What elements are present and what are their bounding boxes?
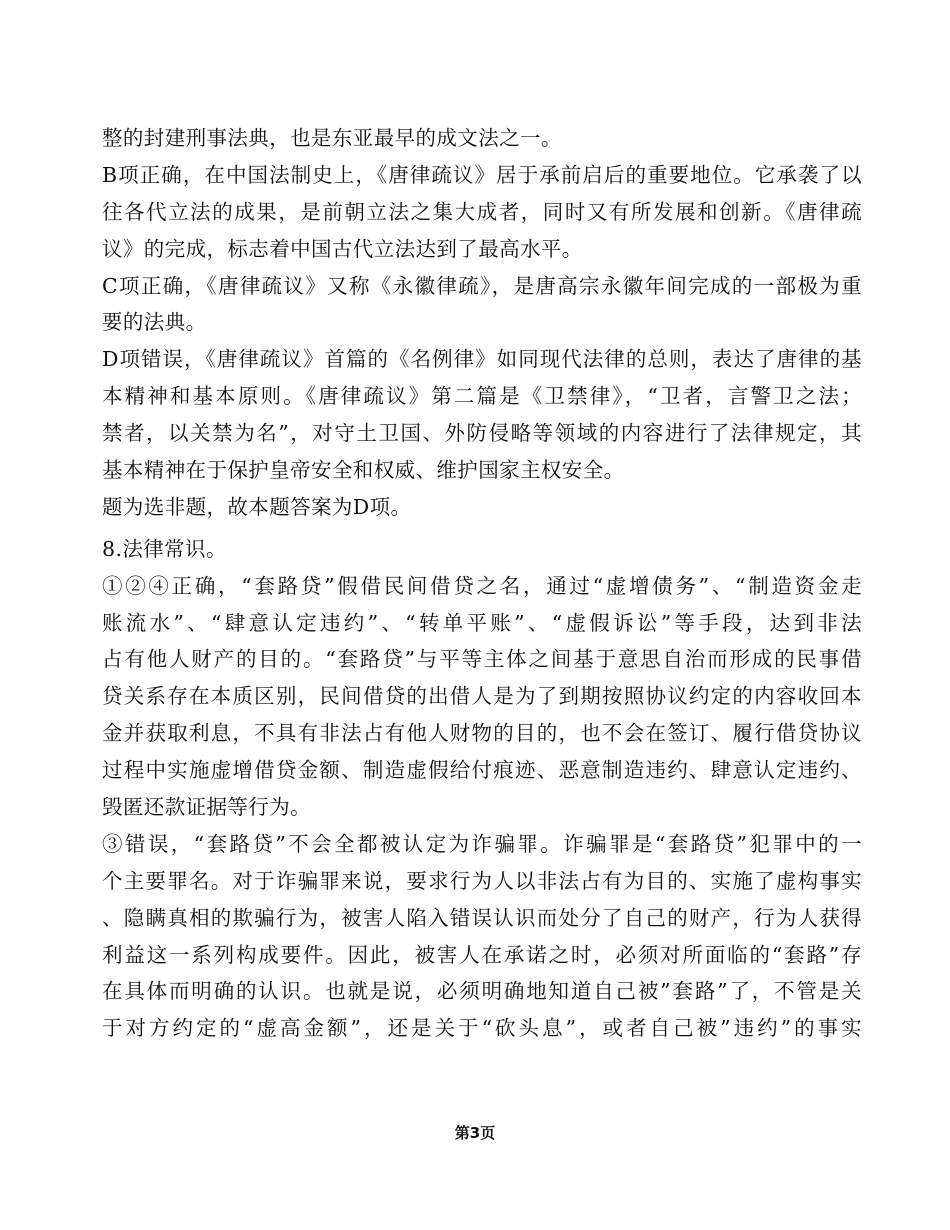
text-line: ①②④正确，“套路贷”假借民间借贷之名，通过“虚增债务”、“制造资金走 [102, 573, 862, 598]
text-line: 于对方约定的“虚高金额”，还是关于“砍头息”，或者自己被”违约”的事实 [102, 1016, 862, 1041]
text-line: 金并获取利息，不具有非法占有他人财物的目的，也不会在签订、履行借贷协议 [102, 721, 862, 746]
text-line: 过程中实施虚增借贷金额、制造虚假给付痕迹、恶意制造违约、肆意认定违约、 [102, 758, 862, 783]
text-line: C项正确，《唐律疏议》又称《永徽律疏》，是唐高宗永徽年间完成的一部极为重 [102, 273, 862, 298]
text-line: 在具体而明确的认识。也就是说，必须明确地知道自己被”套路”了，不管是关 [102, 979, 862, 1004]
text-line: 基本精神在于保护皇帝安全和权威、维护国家主权安全。 [102, 458, 625, 483]
text-line: 毁匿还款证据等行为。 [102, 795, 311, 820]
text-line: ③错误，“套路贷”不会全都被认定为诈骗罪。诈骗罪是“套路贷”犯罪中的一 [102, 831, 862, 856]
text-line: 整的封建刑事法典，也是东亚最早的成文法之一。 [102, 126, 562, 150]
text-line: 要的法典。 [102, 310, 207, 335]
text-line: 题为选非题，故本题答案为D项。 [102, 494, 412, 519]
text-line: D项错误，《唐律疏议》首篇的《名例律》如同现代法律的总则，表达了唐律的基 [102, 347, 862, 372]
text-line: 个主要罪名。对于诈骗罪来说，要求行为人以非法占有为目的、实施了虚构事实 [102, 868, 862, 893]
page-number: 第3页 [454, 1124, 496, 1142]
text-line: 账流水”、“肆意认定违约”、“转单平账”、“虚假诉讼”等手段，达到非法 [102, 610, 862, 635]
text-line: 利益这一系列构成要件。因此，被害人在承诺之时，必须对所面临的“套路”存 [102, 942, 862, 967]
text-line: 往各代立法的成果，是前朝立法之集大成者，同时又有所发展和创新。《唐律疏 [102, 199, 862, 224]
text-line: 、隐瞒真相的欺骗行为，被害人陷入错误认识而处分了自己的财产，行为人获得 [102, 905, 862, 930]
text-line: 占有他人财产的目的。“套路贷”与平等主体之间基于意思自治而形成的民事借 [102, 647, 862, 672]
text-line: 议》的完成，标志着中国古代立法达到了最高水平。 [102, 236, 583, 261]
text-line: 禁者，以关禁为名”，对守土卫国、外防侵略等领域的内容进行了法律规定，其 [102, 421, 862, 446]
text-line: 贷关系存在本质区别，民间借贷的出借人是为了到期按照协议约定的内容收回本 [102, 684, 862, 709]
text-line: B项正确，在中国法制史上，《唐律疏议》居于承前启后的重要地位。它承袭了以 [102, 162, 862, 187]
document-body [102, 120, 862, 1047]
text-line: 本精神和基本原则。《唐律疏议》第二篇是《卫禁律》，“卫者，言警卫之法； [102, 384, 862, 409]
text-line: 8.法律常识。 [102, 536, 227, 561]
